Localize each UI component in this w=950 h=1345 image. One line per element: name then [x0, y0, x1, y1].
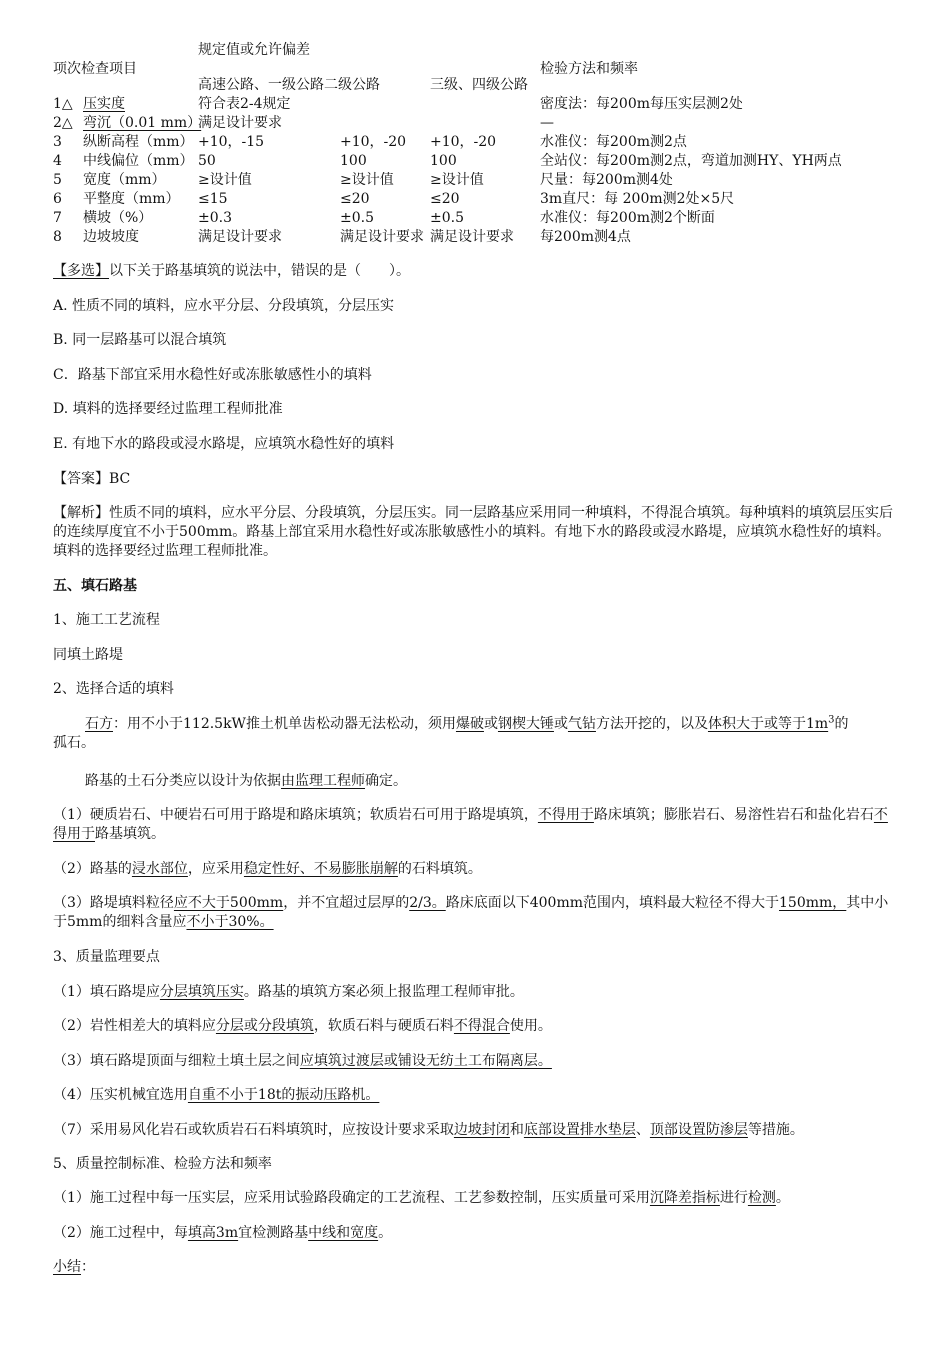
row-grade34: 100	[430, 153, 457, 169]
summary	[53, 1258, 901, 1277]
table-row	[53, 171, 913, 190]
row-method: 尺量：每200m测4处	[540, 172, 673, 188]
table-header-highway: 高速公路、一级公路二级公路	[198, 77, 380, 93]
text: 使用。	[509, 1018, 552, 1034]
row-no: 4	[53, 153, 62, 169]
term: 顶部设置防渗层	[649, 1122, 748, 1138]
option-a: A. 性质不同的填料，应水平分层、分段填筑，分层压实	[53, 298, 395, 314]
text: （2）路基的	[53, 861, 132, 877]
question-stem	[53, 262, 901, 281]
text: （3）路堤填料粒径	[53, 895, 174, 911]
row-highway: ≤15	[198, 191, 228, 207]
row-grade34: ≤20	[430, 191, 460, 207]
text: 路基的土石分类应以设计为依据	[85, 773, 281, 789]
term: 边坡封闭	[453, 1122, 510, 1138]
text: 、	[635, 1122, 650, 1138]
text: ，应采用	[187, 861, 244, 877]
row-no: 8	[53, 229, 62, 245]
quality-7	[53, 1121, 901, 1140]
row-highway: 50	[198, 153, 216, 169]
text: 。	[378, 1225, 393, 1241]
row-item: 中线偏位（mm）	[83, 153, 194, 169]
text: （2）岩性相差大的填料应	[53, 1018, 216, 1034]
item-2	[53, 860, 901, 879]
row-item: 弯沉（0.01 mm）	[83, 115, 202, 131]
term: 150mm，	[779, 895, 847, 911]
term-wedge-hammer: 钢楔大锤	[497, 716, 554, 732]
classification	[53, 772, 901, 791]
row-no: 3	[53, 134, 62, 150]
row-grade2: ≤20	[340, 191, 370, 207]
item-3	[53, 894, 901, 932]
term: 稳定性好、不易膨胀崩解	[243, 861, 398, 877]
text: 等措施。	[747, 1122, 804, 1138]
row-method: —	[540, 115, 554, 131]
row-method: 每200m测4点	[540, 229, 631, 245]
row-item: 压实度	[83, 96, 125, 112]
control-1	[53, 1189, 901, 1208]
row-no: 7	[53, 210, 62, 226]
term-air-drill: 气钻	[567, 716, 596, 732]
term: 分层填筑压实	[159, 984, 244, 1000]
row-item: 横坡（%）	[83, 210, 153, 226]
term: 应填筑过渡层或铺设无纺土工布隔离层。	[299, 1053, 552, 1069]
text: （4）压实机械宜选用	[53, 1087, 188, 1103]
text: ：	[81, 1259, 95, 1275]
term: 分层或分段填筑	[215, 1018, 314, 1034]
text: 或	[553, 716, 568, 732]
row-no: 5	[53, 172, 62, 188]
analysis-tag: 【解析】	[53, 505, 109, 521]
answer: 【答案】BC	[53, 471, 131, 487]
text: 或	[483, 716, 498, 732]
text: （3）填石路堤顶面与细粒土填土层之间	[53, 1053, 300, 1069]
term: 浸水部位	[131, 861, 188, 877]
text: 路基填筑。	[95, 826, 165, 842]
quality-2	[53, 1017, 901, 1036]
term: 不小于30%。	[186, 914, 274, 930]
option-e: E. 有地下水的路段或浸水路堤，应填筑水稳性好的填料	[53, 436, 395, 452]
subsection-2: 2、选择合适的填料	[53, 681, 174, 697]
text: 方法开挖的，以及	[595, 716, 708, 732]
row-item: 边坡坡度	[83, 229, 139, 245]
option-d: D. 填料的选择要经过监理工程师批准	[53, 401, 283, 417]
summary-label: 小结	[53, 1259, 81, 1275]
control-2	[53, 1224, 901, 1243]
text: 宜检测路基	[238, 1225, 309, 1241]
row-highway: ≥设计值	[198, 172, 252, 188]
row-grade2: 满足设计要求	[340, 229, 424, 245]
table-header-grade34: 三级、四级公路	[430, 77, 528, 93]
table-header-method: 检验方法和频率	[540, 61, 638, 77]
term: 中线和宽度	[308, 1225, 379, 1241]
analysis	[53, 504, 901, 561]
row-no: 6	[53, 191, 62, 207]
term: 底部设置排水垫层	[523, 1122, 636, 1138]
text: （2）施工过程中，每	[53, 1225, 188, 1241]
row-method: 3m直尺：每 200m测2处×5尺	[540, 191, 735, 207]
text: ，软质石料与硬质石料	[313, 1018, 454, 1034]
row-grade34: +10，-20	[430, 134, 497, 150]
subsection-3: 3、质量监理要点	[53, 949, 160, 965]
row-grade2: 100	[340, 153, 367, 169]
question-text: 以下关于路基填筑的说法中，错误的是（ ）。	[109, 263, 410, 279]
superscript: 3	[828, 714, 835, 726]
row-grade2: ±0.5	[340, 210, 374, 226]
text: 路床填筑；膨胀岩石、易溶性岩石和盐化岩石	[593, 807, 874, 823]
text: ，并不宜超过层厚的	[283, 895, 410, 911]
row-highway: +10，-15	[198, 134, 265, 150]
text: 的石料填筑。	[397, 861, 482, 877]
item-1	[53, 806, 901, 844]
text: （1）施工过程中每一压实层，应采用试验路段确定的工艺流程、工艺参数控制，压实质量可采用	[53, 1190, 650, 1206]
row-method: 密度法：每200m每压实层测2处	[540, 96, 743, 112]
question-tag: 【多选】	[53, 263, 109, 279]
term: 沉降差指标	[649, 1190, 720, 1206]
term: 不得用于	[53, 807, 888, 842]
term: 2/3。	[409, 895, 446, 911]
quality-3	[53, 1052, 901, 1071]
text: 的孤石。	[53, 716, 849, 751]
row-method: 全站仪：每200m测2点，弯道加测HY、YH两点	[540, 153, 842, 169]
text: 进行	[719, 1190, 748, 1206]
row-no: 1△	[53, 96, 73, 112]
row-highway: 符合表2-4规定	[198, 96, 291, 112]
table-row	[53, 95, 913, 114]
row-method: 水准仪：每200m测2个断面	[540, 210, 715, 226]
table-row	[53, 228, 913, 247]
term: 填高3m	[187, 1225, 239, 1241]
section-title: 五、填石路基	[53, 578, 137, 594]
term-volume: 体积大于或等于1m	[707, 716, 829, 732]
quality-1	[53, 983, 901, 1002]
text: （1）填石路堤应	[53, 984, 160, 1000]
row-no: 2△	[53, 115, 73, 131]
table-row	[53, 209, 913, 228]
table-row	[53, 190, 913, 209]
row-item: 纵断高程（mm）	[83, 134, 194, 150]
row-grade2: ≥设计值	[340, 172, 394, 188]
text: 确定。	[365, 773, 407, 789]
quality-4	[53, 1086, 901, 1105]
row-grade34: ±0.5	[430, 210, 464, 226]
table-row	[53, 133, 913, 152]
row-item: 平整度（mm）	[83, 191, 180, 207]
table-header-item: 项次检查项目	[53, 61, 137, 77]
table-header-spec: 规定值或允许偏差	[198, 42, 310, 58]
row-grade34: 满足设计要求	[430, 229, 514, 245]
row-highway: ±0.3	[198, 210, 232, 226]
row-grade2: +10，-20	[340, 134, 407, 150]
table-row	[53, 152, 913, 171]
text: 。	[775, 1190, 790, 1206]
row-item: 宽度（mm）	[83, 172, 166, 188]
option-c: C．路基下部宜采用水稳性好或冻胀敏感性小的填料	[53, 367, 372, 383]
text: 其中小于5mm的细料含量应	[53, 895, 889, 930]
term: 应不大于500mm	[173, 895, 284, 911]
text: 和	[509, 1122, 524, 1138]
option-b: B. 同一层路基可以混合填筑	[53, 332, 227, 348]
row-highway: 满足设计要求	[198, 115, 282, 131]
row-highway: 满足设计要求	[198, 229, 282, 245]
text: （1）硬质岩石、中硬岩石可用于路堤和路床填筑；软质岩石可用于路堤填筑，	[53, 807, 538, 823]
row-grade34: ≥设计值	[430, 172, 484, 188]
text: （7）采用易风化岩石或软质岩石石料填筑时，应按设计要求采取	[53, 1122, 454, 1138]
term: 检测	[747, 1190, 776, 1206]
term-blasting: 爆破	[455, 716, 484, 732]
subsection-5: 5、质量控制标准、检验方法和频率	[53, 1156, 272, 1172]
term: 不得混合	[453, 1018, 510, 1034]
term-stone: 石方	[85, 716, 113, 732]
table-row	[53, 114, 913, 133]
row-method: 水准仪：每200m测2点	[540, 134, 687, 150]
term: 自重不小于18t的振动压路机。	[187, 1087, 380, 1103]
term: 不得用于	[537, 807, 594, 823]
text: 。路基的填筑方案必须上报监理工程师审批。	[243, 984, 524, 1000]
text: 路床底面以下400mm范围内，填料最大粒径不得大于	[445, 895, 780, 911]
text: ：用不小于112.5kW推土机单齿松动器无法松动，须用	[113, 716, 456, 732]
subsection-1: 1、施工工艺流程	[53, 612, 160, 628]
stone-definition	[53, 715, 853, 753]
subsection-1-text: 同填土路堤	[53, 647, 123, 663]
analysis-text: 性质不同的填料，应水平分层、分段填筑，分层压实。同一层路基应采用同一种填料，不得混合填筑。每种填料的填筑层压实后的连续厚度宜不小于500mm。路基上部宜采用水稳性好或冻胀敏感性小的填料。有地下水的路段或浸水路堤，应填筑水稳性好的填料。填料的选择要经过监理工程师批准。	[53, 505, 893, 559]
term-supervisor: 由监理工程师	[281, 773, 365, 789]
